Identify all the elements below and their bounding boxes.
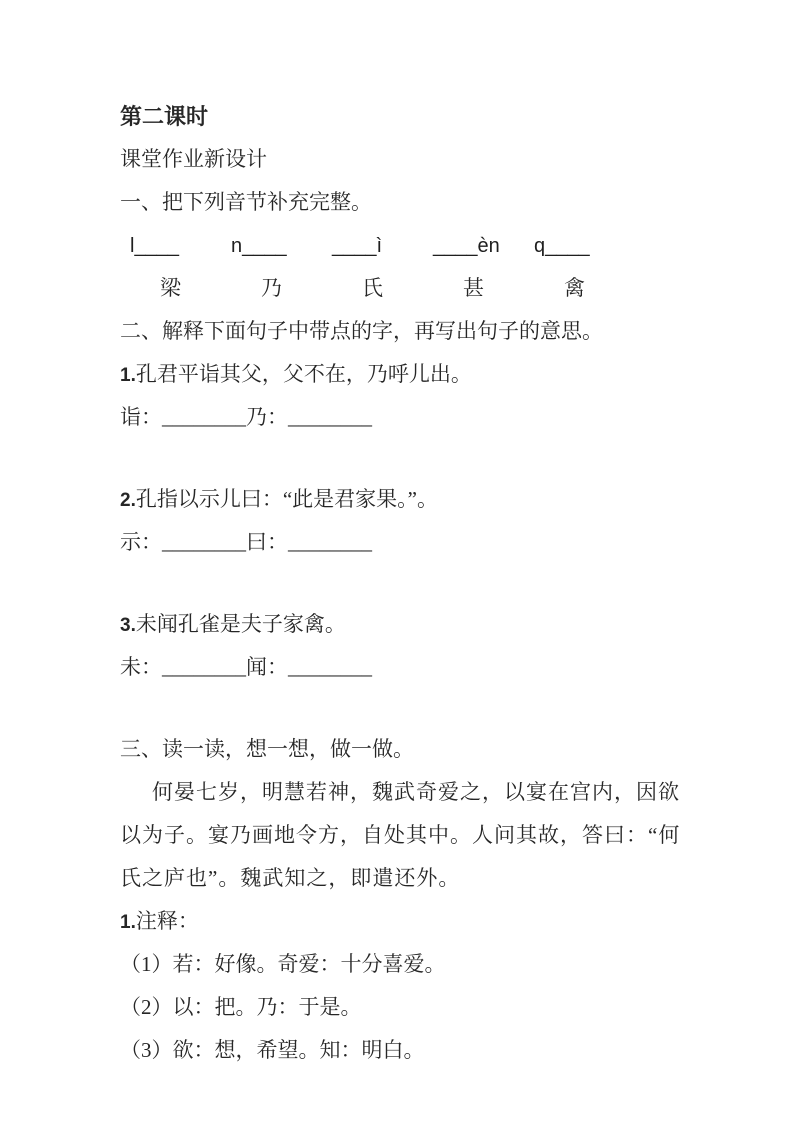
pinyin-blank-shi: ____ì: [332, 235, 383, 257]
page-title: 第二课时: [120, 104, 209, 129]
question-3-text: 未闻孔雀是夫子家禽。: [135, 612, 346, 636]
pinyin-blank-liang: l____: [130, 235, 179, 257]
hanzi-shen: 甚: [463, 276, 484, 300]
question-1-number: 1.: [120, 365, 136, 386]
doc-subtitle: 课堂作业新设计: [120, 147, 267, 171]
section2-heading: 二、解释下面句子中带点的字，再写出句子的意思。: [120, 319, 603, 343]
pinyin-row: [120, 224, 733, 267]
question-1-sentence: [120, 353, 733, 396]
passage-line-2: 以为子。宴乃画地令方，自处其中。人问其故，答曰：“何: [120, 823, 681, 847]
note-1: （1）若：好像。奇爱：十分喜爱。: [120, 952, 446, 976]
pinyin-blank-nai: n____: [231, 235, 287, 257]
question-2-answer-blanks: 示：________曰：________: [120, 530, 372, 554]
hanzi-liang: 梁: [160, 276, 181, 300]
notes-heading-label: 注释：: [135, 909, 199, 933]
notes-heading: [120, 900, 733, 943]
question-2-sentence: [120, 478, 733, 521]
section1-heading: 一、把下列音节补充完整。: [120, 190, 372, 214]
notes-heading-number: 1.: [120, 912, 136, 933]
note-2: （2）以：把。乃：于是。: [120, 995, 362, 1019]
question-1-text: 孔君平诣其父，父不在，乃呼儿出。: [135, 362, 472, 386]
passage-line-1: 何晏七岁，明慧若神，魏武奇爱之，以宴在宫内，因欲: [152, 780, 680, 804]
question-1-answer-blanks: 诣：________乃：________: [120, 405, 372, 429]
question-2-text: 孔指以示儿曰：“此是君家果。”。: [135, 487, 438, 511]
pinyin-blank-qin: q____: [534, 235, 590, 257]
passage-line-3: 氏之庐也”。魏武知之，即遣还外。: [120, 866, 461, 890]
hanzi-qin: 禽: [564, 276, 585, 300]
hanzi-nai: 乃: [261, 276, 282, 300]
question-2-number: 2.: [120, 490, 136, 511]
character-row: [120, 267, 733, 310]
pinyin-blank-shen: ____èn: [433, 235, 500, 257]
question-3-sentence: [120, 603, 733, 646]
question-3-number: 3.: [120, 615, 136, 636]
note-3: （3）欲：想，希望。知：明白。: [120, 1038, 425, 1062]
section3-heading: 三、读一读，想一想，做一做。: [120, 737, 414, 761]
question-3-answer-blanks: 未：________闻：________: [120, 655, 372, 679]
hanzi-shi: 氏: [362, 276, 383, 300]
